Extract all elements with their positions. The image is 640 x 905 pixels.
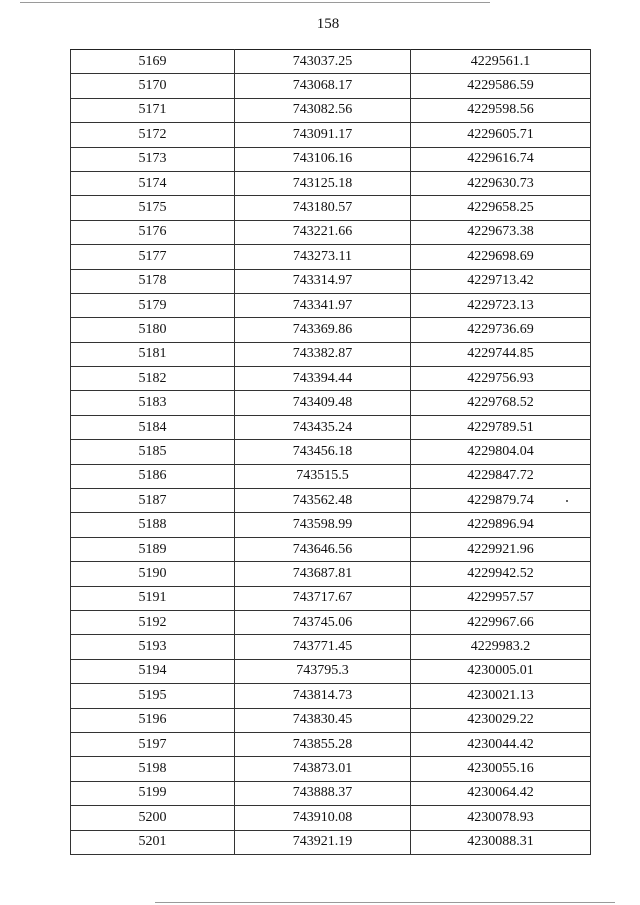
y-coordinate-cell: 4229713.42 — [411, 269, 591, 293]
y-coordinate-cell: 4229983.2 — [411, 635, 591, 659]
table-row — [71, 391, 591, 415]
table-row — [71, 367, 591, 391]
y-coordinate-cell: 4229967.66 — [411, 610, 591, 634]
table-row — [71, 562, 591, 586]
table-row — [71, 440, 591, 464]
y-coordinate-cell: 4229561.1 — [411, 50, 591, 74]
y-coordinate-cell: 4230055.16 — [411, 757, 591, 781]
point-number-cell: 5169 — [71, 50, 235, 74]
table-row — [71, 74, 591, 98]
point-number-cell: 5171 — [71, 98, 235, 122]
point-number-cell: 5196 — [71, 708, 235, 732]
table-row — [71, 489, 591, 513]
y-coordinate-cell: 4229658.25 — [411, 196, 591, 220]
y-coordinate-cell: 4229957.57 — [411, 586, 591, 610]
y-coordinate-cell: 4230005.01 — [411, 659, 591, 683]
x-coordinate-cell: 743771.45 — [235, 635, 411, 659]
x-coordinate-cell: 743273.11 — [235, 245, 411, 269]
point-number-cell: 5184 — [71, 415, 235, 439]
point-number-cell: 5199 — [71, 781, 235, 805]
x-coordinate-cell: 743435.24 — [235, 415, 411, 439]
y-coordinate-cell: 4229804.04 — [411, 440, 591, 464]
x-coordinate-cell: 743106.16 — [235, 147, 411, 171]
table-row — [71, 245, 591, 269]
coordinates-table — [70, 49, 591, 855]
table-row — [71, 269, 591, 293]
y-coordinate-cell: 4230021.13 — [411, 684, 591, 708]
table-row — [71, 610, 591, 634]
y-coordinate-cell: 4229605.71 — [411, 123, 591, 147]
point-number-cell: 5195 — [71, 684, 235, 708]
y-coordinate-cell: 4229616.74 — [411, 147, 591, 171]
point-number-cell: 5189 — [71, 537, 235, 561]
x-coordinate-cell: 743221.66 — [235, 220, 411, 244]
point-number-cell: 5193 — [71, 635, 235, 659]
point-number-cell: 5185 — [71, 440, 235, 464]
table-row — [71, 806, 591, 830]
point-number-cell: 5188 — [71, 513, 235, 537]
y-coordinate-cell: 4229698.69 — [411, 245, 591, 269]
y-coordinate-cell: 4229586.59 — [411, 74, 591, 98]
y-coordinate-cell: 4229768.52 — [411, 391, 591, 415]
x-coordinate-cell: 743341.97 — [235, 293, 411, 317]
point-number-cell: 5200 — [71, 806, 235, 830]
scan-border-bottom — [155, 902, 615, 903]
table-row — [71, 513, 591, 537]
y-coordinate-cell: 4229673.38 — [411, 220, 591, 244]
point-number-cell: 5178 — [71, 269, 235, 293]
table-row — [71, 781, 591, 805]
x-coordinate-cell: 743180.57 — [235, 196, 411, 220]
y-coordinate-cell: 4229847.72 — [411, 464, 591, 488]
y-coordinate-cell: 4229744.85 — [411, 342, 591, 366]
point-number-cell: 5180 — [71, 318, 235, 342]
point-number-cell: 5173 — [71, 147, 235, 171]
y-coordinate-cell: 4229723.13 — [411, 293, 591, 317]
y-coordinate-cell: 4229921.96 — [411, 537, 591, 561]
point-number-cell: 5177 — [71, 245, 235, 269]
point-number-cell: 5179 — [71, 293, 235, 317]
x-coordinate-cell: 743830.45 — [235, 708, 411, 732]
x-coordinate-cell: 743814.73 — [235, 684, 411, 708]
table-row — [71, 293, 591, 317]
x-coordinate-cell: 743795.3 — [235, 659, 411, 683]
point-number-cell: 5190 — [71, 562, 235, 586]
table-row — [71, 708, 591, 732]
x-coordinate-cell: 743873.01 — [235, 757, 411, 781]
table-row — [71, 586, 591, 610]
x-coordinate-cell: 743717.67 — [235, 586, 411, 610]
x-coordinate-cell: 743910.08 — [235, 806, 411, 830]
x-coordinate-cell: 743369.86 — [235, 318, 411, 342]
y-coordinate-cell: 4230029.22 — [411, 708, 591, 732]
x-coordinate-cell: 743515.5 — [235, 464, 411, 488]
table-row — [71, 342, 591, 366]
y-coordinate-cell: 4229756.93 — [411, 367, 591, 391]
point-number-cell: 5187 — [71, 489, 235, 513]
y-coordinate-cell: 4229630.73 — [411, 171, 591, 195]
x-coordinate-cell: 743382.87 — [235, 342, 411, 366]
point-number-cell: 5182 — [71, 367, 235, 391]
x-coordinate-cell: 743598.99 — [235, 513, 411, 537]
point-number-cell: 5170 — [71, 74, 235, 98]
y-coordinate-cell: 4230064.42 — [411, 781, 591, 805]
x-coordinate-cell: 743921.19 — [235, 830, 411, 854]
x-coordinate-cell: 743082.56 — [235, 98, 411, 122]
x-coordinate-cell: 743646.56 — [235, 537, 411, 561]
y-coordinate-cell: 4229879.74 — [411, 489, 591, 513]
x-coordinate-cell: 743091.17 — [235, 123, 411, 147]
point-number-cell: 5175 — [71, 196, 235, 220]
coordinates-table-body — [71, 50, 591, 855]
y-coordinate-cell: 4229896.94 — [411, 513, 591, 537]
table-row — [71, 50, 591, 74]
x-coordinate-cell: 743456.18 — [235, 440, 411, 464]
y-coordinate-cell: 4230088.31 — [411, 830, 591, 854]
y-coordinate-cell: 4229598.56 — [411, 98, 591, 122]
point-number-cell: 5194 — [71, 659, 235, 683]
table-row — [71, 415, 591, 439]
scan-border-top — [20, 2, 490, 3]
y-coordinate-cell: 4229736.69 — [411, 318, 591, 342]
table-row — [71, 464, 591, 488]
point-number-cell: 5183 — [71, 391, 235, 415]
x-coordinate-cell: 743562.48 — [235, 489, 411, 513]
table-row — [71, 123, 591, 147]
point-number-cell: 5191 — [71, 586, 235, 610]
x-coordinate-cell: 743888.37 — [235, 781, 411, 805]
y-coordinate-cell: 4229942.52 — [411, 562, 591, 586]
scan-speck — [566, 500, 568, 502]
x-coordinate-cell: 743394.44 — [235, 367, 411, 391]
table-row — [71, 659, 591, 683]
table-row — [71, 732, 591, 756]
table-row — [71, 196, 591, 220]
point-number-cell: 5192 — [71, 610, 235, 634]
point-number-cell: 5197 — [71, 732, 235, 756]
y-coordinate-cell: 4230044.42 — [411, 732, 591, 756]
table-row — [71, 635, 591, 659]
x-coordinate-cell: 743068.17 — [235, 74, 411, 98]
x-coordinate-cell: 743409.48 — [235, 391, 411, 415]
table-row — [71, 220, 591, 244]
table-row — [71, 757, 591, 781]
point-number-cell: 5186 — [71, 464, 235, 488]
point-number-cell: 5176 — [71, 220, 235, 244]
y-coordinate-cell: 4230078.93 — [411, 806, 591, 830]
table-row — [71, 830, 591, 854]
table-row — [71, 98, 591, 122]
point-number-cell: 5198 — [71, 757, 235, 781]
table-row — [71, 147, 591, 171]
table-row — [71, 318, 591, 342]
table-row — [71, 684, 591, 708]
table-row — [71, 537, 591, 561]
x-coordinate-cell: 743314.97 — [235, 269, 411, 293]
x-coordinate-cell: 743037.25 — [235, 50, 411, 74]
point-number-cell: 5201 — [71, 830, 235, 854]
x-coordinate-cell: 743745.06 — [235, 610, 411, 634]
x-coordinate-cell: 743125.18 — [235, 171, 411, 195]
x-coordinate-cell: 743855.28 — [235, 732, 411, 756]
x-coordinate-cell: 743687.81 — [235, 562, 411, 586]
point-number-cell: 5174 — [71, 171, 235, 195]
table-row — [71, 171, 591, 195]
point-number-cell: 5172 — [71, 123, 235, 147]
y-coordinate-cell: 4229789.51 — [411, 415, 591, 439]
page-number: 158 — [316, 16, 340, 32]
point-number-cell: 5181 — [71, 342, 235, 366]
